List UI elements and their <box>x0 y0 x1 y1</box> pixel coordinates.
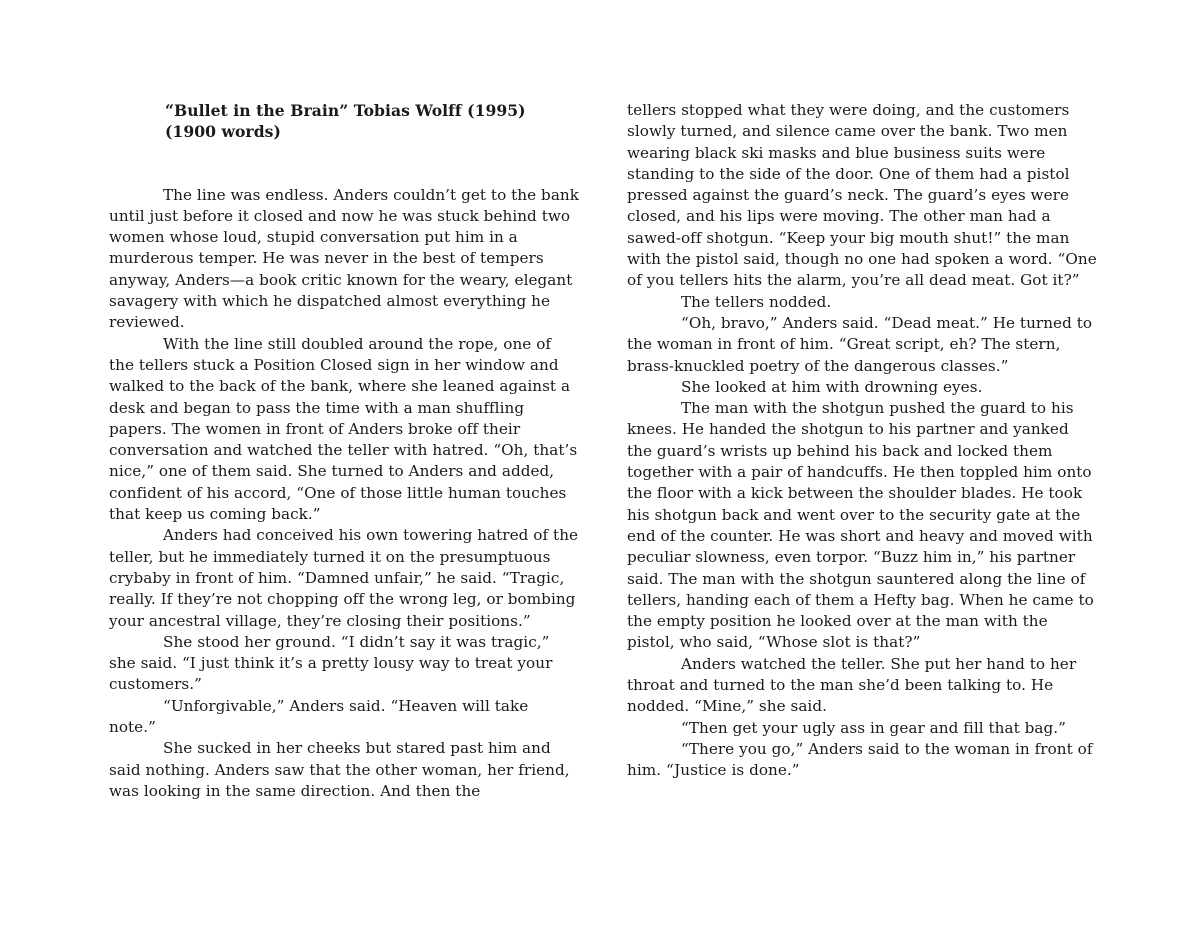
paragraph: The line was endless. Anders couldn’t get to the bank until just before it closed and now he was stuck behind two women whose loud, stupid conversation put him in a murderous temper. He was never in the best of tempers anyway, Anders—a book critic known for the weary, elegant savagery with which he dispatched almost everything he reviewed. <box>109 185 584 332</box>
paragraph: The man with the shotgun pushed the guard to his knees. He handed the shotgun to his partner and yanked the guard’s wrists up behind his back and locked them together with a pair of handcuffs. He then toppled him onto the floor with a kick between the shoulder blades. He took his shotgun back and went over to the security gate at the end of the counter. He was short and heavy and moved with peculiar slowness, even torpor. “Buzz him in,” his partner said. The man with the shotgun sauntered along the line of tellers, handing each of them a Hefty bag. When he came to the empty position he looked over at the man with the pistol, who said, “Whose slot is that?” <box>627 399 1099 652</box>
title-spacer <box>109 143 579 185</box>
paragraph: She sucked in her cheeks but stared past him and said nothing. Anders saw that the other woman, her friend, was looking in the same direction. And then the <box>109 739 575 800</box>
paragraph: She looked at him with drowning eyes. <box>681 377 983 396</box>
paragraph-continuation: tellers stopped what they were doing, and the customers slowly turned, and silence came over the bank. Two men wearing black ski masks and blue business suits were standing to the side of the door. One of them had a pistol pressed against the guard’s neck. The guard’s eyes were closed, and his lips were moving. The other man had a sawed-off shotgun. “Keep your big mouth shut!” the man with the pistol said, though no one had spoken a word. “One of you tellers hits the alarm, you’re all dead meat. Got it?” <box>627 101 1102 290</box>
paragraph: She stood her ground. “I didn’t say it was tragic,” she said. “I just think it’s a pretty lousy way to treat your customers.” <box>109 632 558 694</box>
paragraph: “Oh, bravo,” Anders said. “Dead meat.” He turned to the woman in front of him. “Great script, eh? The stern, brass-knuckled poetry of the dangerous classes.” <box>627 313 1097 375</box>
paragraph: With the line still doubled around the rope, one of the tellers stuck a Position Closed sign in her window and walked to the back of the bank, where she leaned against a desk and began to pass the time with a man shuffling papers. The women in front of Anders broke off their conversation and watched the teller with hatred. “Oh, that’s nice,” one of them said. She turned to Anders and added, confident of his accord, “One of those little human touches that keep us coming back.” <box>109 334 583 524</box>
paragraph: Anders had conceived his own towering hatred of the teller, but he immediately turned it on the presumptuous crybaby in front of him. “Damned unfair,” he said. “Tragic, really. If they’re not chopping off the wrong leg, or bombing your ancestral village, they’re closing their positions.” <box>109 526 583 630</box>
paragraph: The tellers nodded. <box>681 292 832 311</box>
right-column <box>627 100 1102 782</box>
paragraph: Anders watched the teller. She put her hand to her throat and turned to the man she’d been talking to. He nodded. “Mine,” she said. <box>627 654 1082 716</box>
paragraph: “There you go,” Anders said to the woman in front of him. “Justice is done.” <box>627 739 1098 780</box>
paragraph: “Unforgivable,” Anders said. “Heaven will take note.” <box>109 696 534 737</box>
story-title: “Bullet in the Brain” Tobias Wolff (1995) <box>165 101 526 120</box>
left-column <box>109 100 584 802</box>
word-count: (1900 words) <box>165 122 281 142</box>
paragraph: “Then get your ugly ass in gear and fill that bag.” <box>681 718 1066 737</box>
